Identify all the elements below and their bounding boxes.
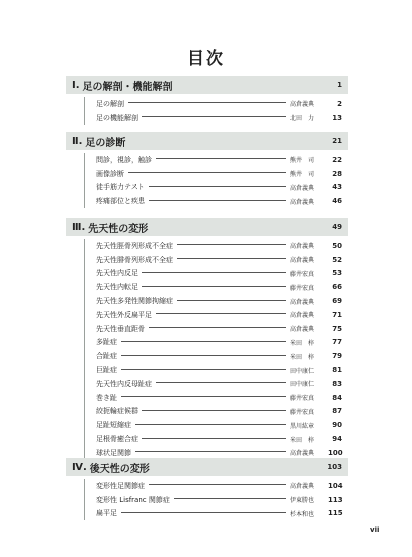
entry-author: 田中康仁 — [290, 381, 315, 389]
entry-page: 77 — [332, 338, 342, 347]
entry-list — [84, 239, 342, 460]
entry-page: 113 — [328, 495, 343, 504]
entry-title: 足趾短縮症 — [96, 421, 131, 430]
section-title: 先天性の変形 — [88, 223, 149, 235]
leader-line — [135, 424, 286, 425]
entry-title: 足根骨癒合症 — [96, 435, 138, 444]
toc-entry — [85, 322, 342, 336]
entry-page: 75 — [332, 324, 342, 333]
entry-title: 先天性多発性関節拘縮症 — [96, 297, 173, 306]
entry-list — [84, 479, 342, 520]
section-page: 103 — [327, 463, 342, 471]
leader-line — [149, 484, 286, 485]
section-number: Ⅲ. — [72, 221, 86, 233]
leader-line — [135, 451, 286, 452]
entry-page: 28 — [332, 169, 342, 178]
toc-entry — [85, 349, 342, 363]
toc-entry — [85, 267, 342, 281]
leader-line — [156, 313, 286, 314]
leader-line — [121, 341, 286, 342]
entry-author: 杉本和也 — [290, 510, 315, 518]
page-number: vii — [370, 526, 380, 534]
leader-line — [121, 369, 286, 370]
leader-line — [121, 512, 286, 513]
section-header — [66, 132, 348, 150]
entry-title: 巻き趾 — [96, 393, 117, 402]
entry-list — [84, 153, 342, 208]
entry-author: 高倉義典 — [290, 312, 315, 320]
entry-page: 100 — [328, 448, 343, 457]
section-page: 21 — [332, 137, 342, 145]
entry-page: 43 — [332, 183, 342, 192]
entry-page: 22 — [332, 155, 342, 164]
entry-author: 高倉義典 — [290, 483, 315, 491]
toc-entry — [85, 363, 342, 377]
entry-title: 先天性内反母趾症 — [96, 379, 152, 388]
toc-entry — [85, 181, 342, 195]
entry-title: 合趾症 — [96, 352, 117, 361]
entry-author: 熊井 司 — [290, 171, 315, 179]
entry-author: 北田 力 — [290, 115, 315, 123]
entry-author: 藤井宏真 — [290, 408, 315, 416]
entry-page: 50 — [332, 241, 342, 250]
toc-entry — [85, 507, 342, 521]
entry-author: 藤井宏真 — [290, 270, 315, 278]
leader-line — [142, 438, 286, 439]
entry-page: 2 — [337, 99, 342, 108]
entry-page: 66 — [332, 283, 342, 292]
leader-line — [149, 327, 286, 328]
leader-line — [149, 186, 286, 187]
entry-page: 71 — [332, 310, 342, 319]
leader-line — [174, 498, 286, 499]
toc-entry — [85, 153, 342, 167]
leader-line — [142, 272, 286, 273]
toc-entry — [85, 167, 342, 181]
page-title: 目次 — [187, 49, 225, 69]
entry-title: 先天性腓骨列形成不全症 — [96, 255, 173, 264]
entry-page: 115 — [328, 509, 343, 518]
entry-page: 94 — [332, 435, 342, 444]
section-page: 1 — [337, 81, 342, 89]
toc-entry — [85, 294, 342, 308]
leader-line — [121, 396, 286, 397]
entry-title: 足の解剖 — [96, 99, 124, 108]
leader-line — [142, 116, 286, 117]
section-header — [66, 218, 348, 236]
entry-author: 米田 梓 — [290, 353, 315, 361]
entry-page: 90 — [332, 421, 342, 430]
entry-page: 46 — [332, 197, 342, 206]
entry-title: 巨趾症 — [96, 366, 117, 375]
leader-line — [142, 286, 286, 287]
toc-entry — [85, 97, 342, 111]
entry-title: 先天性脛骨列形成不全症 — [96, 241, 173, 250]
leader-line — [156, 382, 286, 383]
leader-line — [177, 300, 286, 301]
entry-title: 変形性足関節症 — [96, 481, 145, 490]
toc-entry — [85, 280, 342, 294]
section-number: Ⅱ. — [72, 135, 83, 147]
entry-title: 足の機能解剖 — [96, 113, 138, 122]
entry-title: 問診，視診，触診 — [96, 155, 152, 164]
entry-title: 多趾症 — [96, 338, 117, 347]
toc-entry — [85, 391, 342, 405]
entry-title: 徒手筋力テスト — [96, 183, 145, 192]
entry-author: 高倉義典 — [290, 326, 315, 334]
entry-author: 藤井宏真 — [290, 395, 315, 403]
entry-list — [84, 97, 342, 125]
entry-author: 高倉義典 — [290, 101, 315, 109]
entry-author: 高倉義典 — [290, 184, 315, 192]
entry-author: 藤井宏真 — [290, 284, 315, 292]
entry-page: 84 — [332, 393, 342, 402]
toc-entry — [85, 111, 342, 125]
entry-author: 熊井 司 — [290, 157, 315, 165]
entry-title: 疼痛部位と疾患 — [96, 197, 145, 206]
leader-line — [177, 258, 286, 259]
toc-entry — [85, 253, 342, 267]
entry-title: 扁平足 — [96, 509, 117, 518]
entry-author: 黒川紘章 — [290, 422, 315, 430]
leader-line — [149, 200, 286, 201]
section-page: 49 — [332, 223, 342, 231]
toc-entry — [85, 493, 342, 507]
entry-page: 104 — [328, 481, 343, 490]
entry-author: 高倉義典 — [290, 298, 315, 306]
leader-line — [128, 102, 286, 103]
entry-title: 変形性 Lisfranc 関節症 — [96, 495, 170, 504]
entry-page: 53 — [332, 269, 342, 278]
entry-title: 先天性内転足 — [96, 283, 138, 292]
entry-author: 高倉義典 — [290, 257, 315, 265]
section-header — [66, 458, 348, 476]
leader-line — [156, 158, 286, 159]
section-number: Ⅳ. — [72, 461, 87, 473]
entry-page: 52 — [332, 255, 342, 264]
toc-entry — [85, 432, 342, 446]
section-number: Ⅰ. — [72, 79, 80, 91]
toc-entry — [85, 308, 342, 322]
section-title: 後天性の変形 — [89, 463, 150, 475]
leader-line — [142, 410, 286, 411]
entry-page: 83 — [332, 379, 342, 388]
toc-entry — [85, 405, 342, 419]
entry-author: 田中康仁 — [290, 367, 315, 375]
entry-author: 高倉義典 — [290, 243, 315, 251]
entry-page: 79 — [332, 352, 342, 361]
entry-title: 絞扼輪症候群 — [96, 407, 138, 416]
entry-page: 87 — [332, 407, 342, 416]
toc-entry — [85, 239, 342, 253]
entry-title: 先天性外反扁平足 — [96, 310, 152, 319]
entry-page: 81 — [332, 366, 342, 375]
entry-author: 高倉義典 — [290, 450, 315, 458]
section-title: 足の診断 — [85, 137, 126, 149]
entry-author: 米田 梓 — [290, 436, 315, 444]
leader-line — [128, 172, 286, 173]
entry-title: 球状足関節 — [96, 448, 131, 457]
entry-page: 13 — [332, 113, 342, 122]
toc-entry — [85, 194, 342, 208]
toc-entry — [85, 336, 342, 350]
toc-entry — [85, 479, 342, 493]
entry-author: 米田 梓 — [290, 339, 315, 347]
section-header — [66, 76, 348, 94]
toc-entry — [85, 377, 342, 391]
entry-author: 伊東勝也 — [290, 497, 315, 505]
toc-entry — [85, 418, 342, 432]
entry-author: 高倉義典 — [290, 198, 315, 206]
entry-page: 69 — [332, 297, 342, 306]
leader-line — [177, 244, 286, 245]
leader-line — [121, 355, 286, 356]
entry-title: 画像診断 — [96, 169, 124, 178]
entry-title: 先天性垂直距骨 — [96, 324, 145, 333]
entry-title: 先天性内反足 — [96, 269, 138, 278]
section-title: 足の解剖・機能解剖 — [82, 81, 173, 93]
